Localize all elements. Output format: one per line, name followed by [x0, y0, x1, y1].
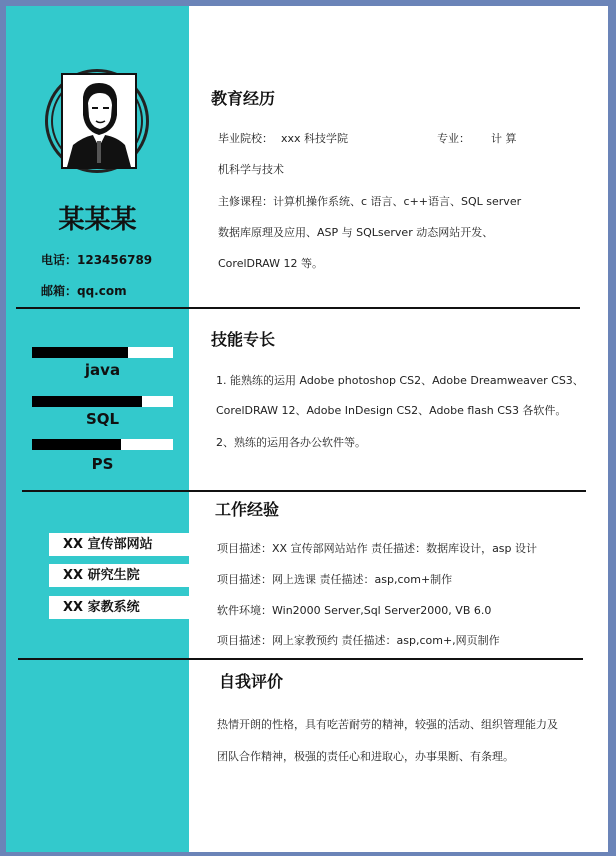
- divider-1: [16, 307, 580, 309]
- skill-bar-sql: [32, 396, 173, 407]
- person-name: 某某某: [58, 205, 137, 235]
- skill-fill-sql: [32, 396, 142, 407]
- work-line-3: 软件环境：Win2000 Server,Sql Server2000, VB 6.0: [217, 604, 492, 617]
- job-tag-2: XX 研究生院: [49, 564, 189, 587]
- work-line-2: 项目描述：网上选课 责任描述：asp,com+制作: [217, 573, 453, 586]
- avatar: [61, 73, 137, 169]
- work-line-4: 项目描述：网上家教预约 责任描述：asp,com+,网页制作: [217, 634, 500, 647]
- divider-2: [22, 490, 586, 492]
- person-portrait-icon: [63, 75, 135, 167]
- skills-line-1: 1. 能熟练的运用 Adobe photoshop CS2、Adobe Dreamweaver CS3、: [216, 374, 584, 387]
- skills-line-3: 2、熟练的运用各办公软件等。: [216, 436, 366, 449]
- skill-fill-java: [32, 347, 128, 358]
- self-eval-heading: 自我评价: [219, 672, 284, 691]
- skills-line-2: CorelDRAW 12、Adobe InDesign CS2、Adobe flash CS3 各软件。: [216, 404, 567, 417]
- phone-text: 电话：123456789: [41, 253, 153, 267]
- skills-heading: 技能专长: [211, 330, 276, 349]
- skill-label-java: java: [84, 361, 121, 379]
- education-heading: 教育经历: [211, 89, 276, 108]
- major-continued: 机科学与技术: [218, 163, 284, 176]
- work-heading: 工作经验: [215, 500, 280, 519]
- school-value: xxx 科技学院: [281, 132, 349, 145]
- work-line-1: 项目描述：XX 宣传部网站站作 责任描述：数据库设计，asp 设计: [217, 542, 538, 555]
- self-eval-line-1: 热情开朗的性格，具有吃苦耐劳的精神，较强的活动、组织管理能力及: [217, 718, 558, 731]
- job-tag-3: XX 家教系统: [49, 596, 189, 619]
- email-text: 邮箱：qq.com: [41, 284, 127, 298]
- skill-label-sql: SQL: [85, 410, 120, 428]
- courses-line-3: CorelDRAW 12 等。: [218, 257, 323, 270]
- resume-page: [6, 6, 608, 852]
- job-tag-1: XX 宣传部网站: [49, 533, 189, 556]
- skill-label-ps: PS: [91, 455, 114, 473]
- skill-fill-ps: [32, 439, 121, 450]
- school-label: 毕业院校：: [218, 132, 273, 145]
- courses-line-2: 数据库原理及应用、ASP 与 SQLserver 动态网站开发、: [218, 226, 494, 239]
- major-label: 专业：: [437, 132, 470, 145]
- divider-3: [18, 658, 583, 660]
- self-eval-line-2: 团队合作精神，极强的责任心和进取心，办事果断、有条理。: [217, 750, 514, 763]
- skill-bar-java: [32, 347, 173, 358]
- skill-bar-ps: [32, 439, 173, 450]
- major-value: 计 算: [491, 132, 517, 145]
- courses-line-1: 主修课程：计算机操作系统、c 语言、c++语言、SQL server: [218, 195, 522, 208]
